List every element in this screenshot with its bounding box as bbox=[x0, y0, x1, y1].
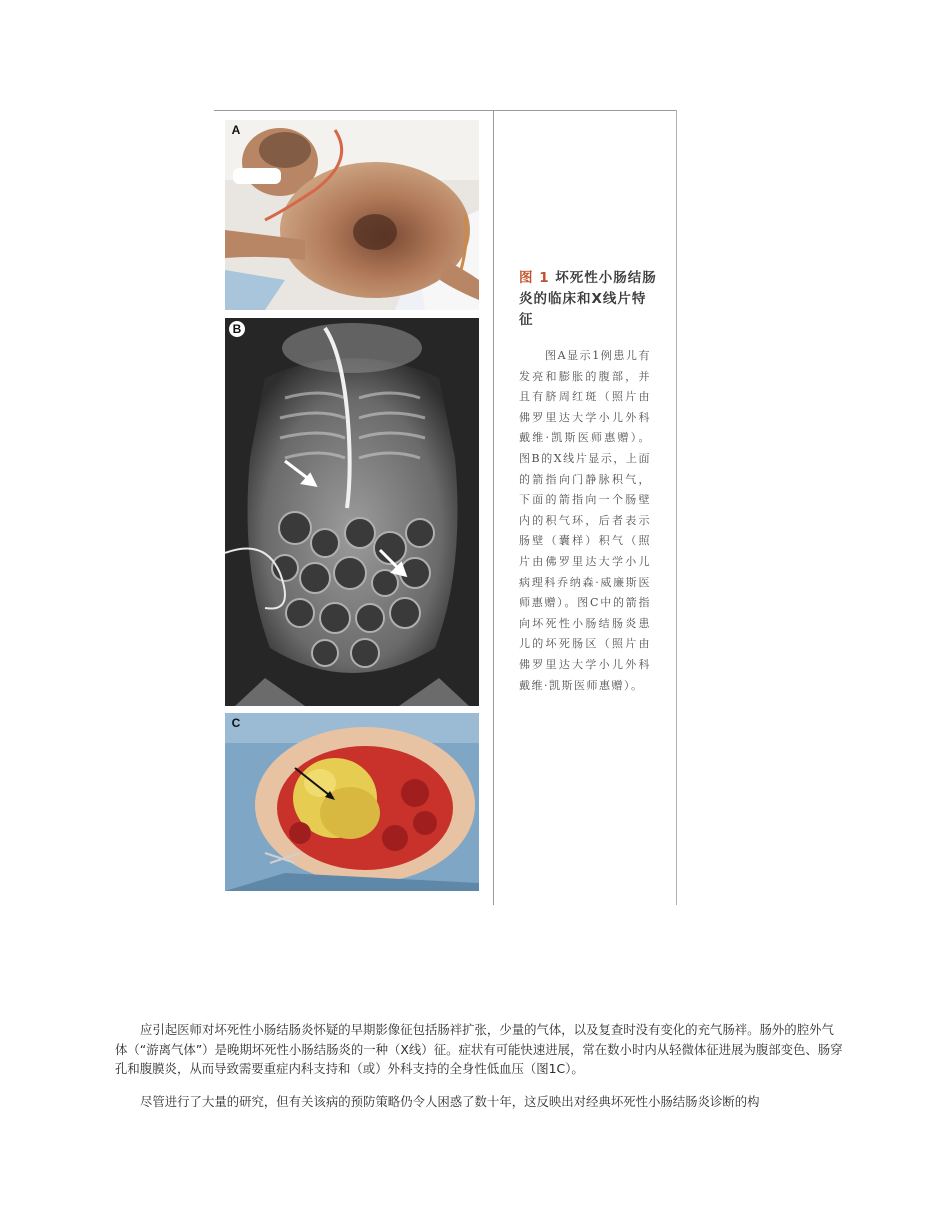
panel-a-letter: A bbox=[231, 123, 241, 137]
body-paragraph-2: 尽管进行了大量的研究，但有关该病的预防策略仍令人困惑了数十年，这反映出对经典坏死性小肠结肠炎诊断的构 bbox=[140, 1094, 760, 1109]
panel-b-letter: B bbox=[229, 321, 245, 337]
surgical-necrotic-bowel-photo bbox=[225, 713, 479, 891]
abdominal-xray-photo bbox=[225, 318, 479, 706]
figure-title-text: 坏死性小肠结肠炎的临床和X线片特征 bbox=[519, 270, 657, 328]
figure-panel-c bbox=[225, 713, 479, 891]
figure-top-rule bbox=[214, 110, 676, 111]
figure-label: 图 1 bbox=[519, 270, 550, 286]
figure-divider-rule bbox=[493, 110, 494, 905]
figure-right-rule bbox=[676, 110, 677, 905]
body-paragraph-1: 应引起医师对坏死性小肠结肠炎怀疑的早期影像征包括肠袢扩张，少量的气体，以及复查时没有变化的充气肠袢。肠外的腔外气体（“游离气体”）是晚期坏死性小肠结肠炎的一种（X线）征。症状有可能快速进展，常在数小时内从轻微体征进展为腹部变色、肠穿孔和腹膜炎，从而导致需要重症内科支持和（或）外科支持的全身性低血压（图1C）。 bbox=[115, 1022, 843, 1076]
figure-panel-b bbox=[225, 318, 479, 706]
figure-panel-a bbox=[225, 120, 479, 310]
figure-caption-body: 图A显示1例患儿有发亮和膨胀的腹部，并且有脐周红斑（照片由佛罗里达大学小儿外科戴维·凯斯医师惠赠）。图B的X线片显示，上面的箭指向门静脉积气，下面的箭指向一个肠壁内的积气环，后者表示肠壁（囊样）积气（照片由佛罗里达大学小儿病理科乔纳森·威廉斯医师惠赠）。图C中的箭指向坏死性小肠结肠炎患儿的坏死肠区（照片由佛罗里达大学小儿外科戴维·凯斯医师惠赠）。 bbox=[519, 349, 651, 692]
infant-distended-abdomen-photo bbox=[225, 120, 479, 310]
figure-caption-title bbox=[519, 268, 659, 331]
panel-c-letter: C bbox=[231, 716, 241, 730]
